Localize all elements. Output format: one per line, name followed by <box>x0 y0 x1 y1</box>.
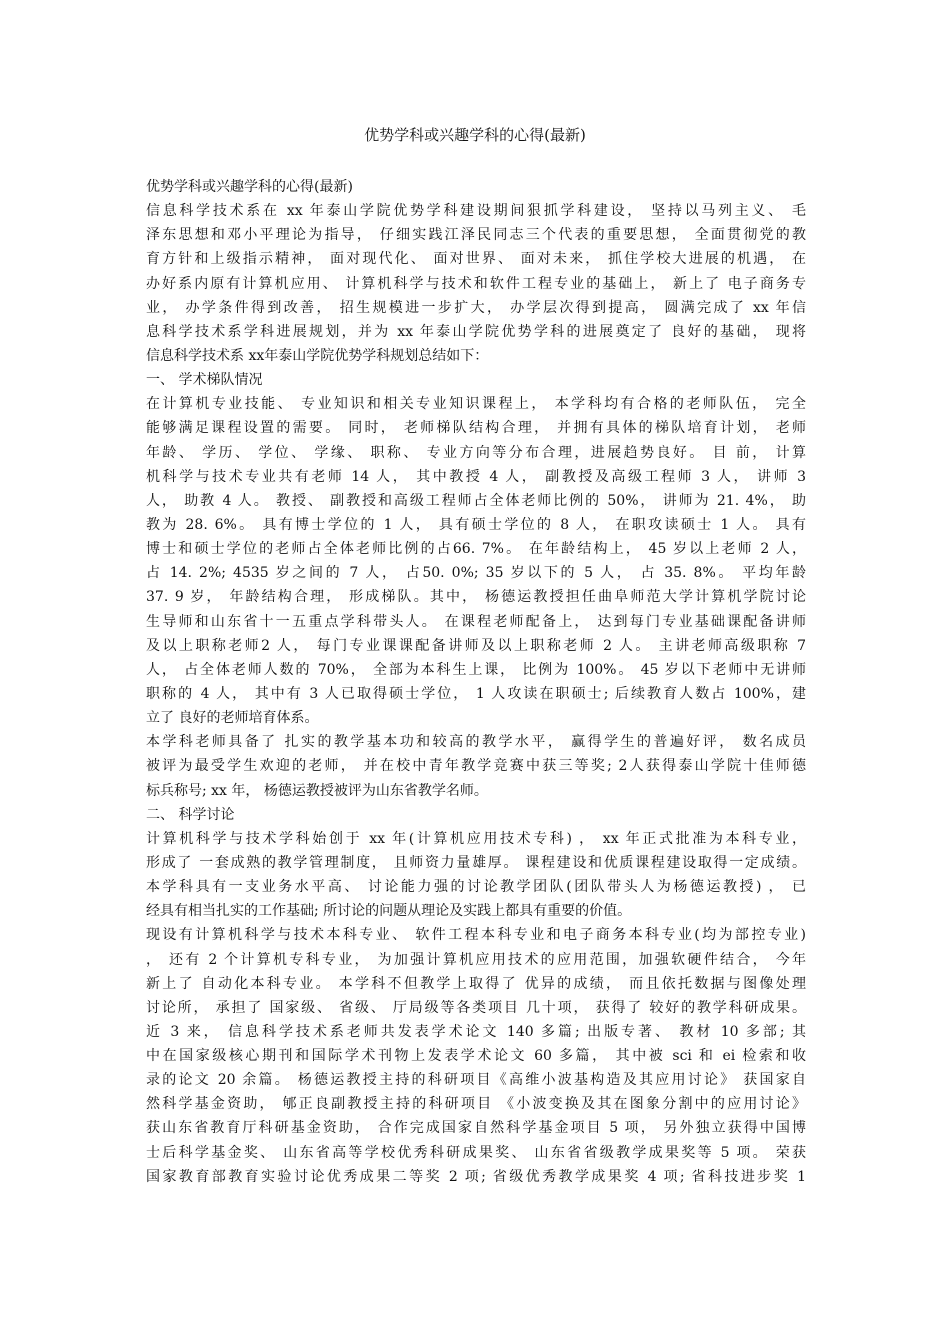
text-line: 现设有计算机科学与技术本科专业、 软件工程本科专业和电子商务本科专业(均为部控专业) <box>146 927 806 944</box>
text-line: 中在国家级核心期刊和国际学术刊物上发表学术论文 60 多篇， 其中被 sci 和 ei 检索和收 <box>146 1048 806 1065</box>
text-line: 人， 助教 4 人。 教授、 副教授和高级工程师占全体老师比例的 50%， 讲师为 21. 4%， 助 <box>146 492 806 509</box>
text-line: 获山东省教育厅科研基金资助， 合作完成国家自然科学基金项目 5 项， 另外独立获得中国博 <box>146 1120 806 1137</box>
text-line: 优势学科或兴趣学科的心得(最新) <box>146 179 353 195</box>
text-line: 生导师和山东省十一五重点学科带头人。 在课程老师配备上， 达到每门专业基础课配备讲师 <box>146 613 806 630</box>
text-line: 计算机科学与技术学科始创于 xx 年(计算机应用技术专科) ， xx 年正式批准为本科专业， <box>146 830 806 847</box>
text-line: 形成了 一套成熟的教学管理制度， 且师资力量雄厚。 课程建设和优质课程建设取得一定成绩。 <box>146 854 806 871</box>
text-line: 能够满足课程设置的需要。 同时， 老师梯队结构合理， 并拥有具体的梯队培育计划， 老师 <box>146 420 806 437</box>
document-body <box>146 175 806 1189</box>
text-line: 国家教育部教育实验讨论优秀成果二等奖 2 项; 省级优秀教学成果奖 4 项; 省科技进步奖 1 <box>146 1168 806 1185</box>
text-line: 一、 学术梯队情况 <box>146 372 263 389</box>
text-line: 士后科学基金奖、 山东省高等学校优秀科研成果奖、 山东省省级教学成果奖等 5 项。 荣获 <box>146 1144 806 1161</box>
text-line: 信息科学技术系在 xx 年泰山学院优势学科建设期间狠抓学科建设， 坚持以马列主义、 毛 <box>146 203 806 220</box>
text-line: 职称的 4 人， 其中有 3 人已取得硕士学位， 1 人攻读在职硕士; 后续教育人数占 100%，建 <box>146 685 806 702</box>
text-line: ， 还有 2 个计算机专科专业， 为加强计算机应用技术的应用范围，加强软硬件结合， 今年 <box>146 951 806 968</box>
text-line: 本学科具有一支业务水平高、 讨论能力强的讨论教学团队(团队带头人为杨德运教授) ， 已 <box>146 879 806 896</box>
text-line: 育方针和上级指示精神， 面对现代化、 面对世界、 面对未来， 抓住学校大进展的机遇， 在 <box>146 251 806 268</box>
text-line: 讨论所， 承担了 国家级、 省级、 厅局级等各类项目 几十项， 获得了 较好的教学科研成果。 <box>146 999 806 1016</box>
text-line: 及以上职称老师2 人， 每门专业课课配备讲师及以上职称老师 2 人。 主讲老师高级职称 7 <box>146 637 806 654</box>
text-line: 标兵称号; xx 年， 杨德运教授被评为山东省教学名师。 <box>146 782 488 799</box>
text-line: 机科学与技术专业共有老师 14 人， 其中教授 4 人， 副教授及高级工程师 3 人， 讲师 3 <box>146 468 806 485</box>
text-line: 新上了 自动化本科专业。 本学科不但教学上取得了 优异的成绩， 而且依托数据与图像处理 <box>146 975 806 992</box>
text-line: 在计算机专业技能、 专业知识和相关专业知识课程上， 本学科均有合格的老师队伍， 完全 <box>146 396 806 413</box>
text-line: 占 14. 2%; 4535 岁之间的 7 人， 占50. 0%; 35 岁以下的 5 人， 占 35. 8%。 平均年龄 <box>146 565 806 582</box>
text-line: 博士和硕士学位的老师占全体老师比例的占66. 7%。 在年龄结构上， 45 岁以上老师 2 人， <box>146 541 806 558</box>
document-title: 优势学科或兴趣学科的心得(最新) <box>364 126 586 144</box>
text-line: 人， 占全体老师人数的 70%， 全部为本科生上课， 比例为 100%。 45 岁以下老师中无讲师 <box>146 661 806 678</box>
text-line: 37. 9 岁， 年龄结构合理， 形成梯队。其中， 杨德运教授担任曲阜师范大学计算机学院讨论 <box>146 589 806 606</box>
text-line: 办好系内原有计算机应用、 计算机科学与技术和软件工程专业的基础上， 新上了 电子商务专 <box>146 275 806 292</box>
text-line: 二、 科学讨论 <box>146 806 235 823</box>
text-line: 教为 28. 6%。 具有博士学位的 1 人， 具有硕士学位的 8 人， 在职攻读硕士 1 人。 具有 <box>146 516 806 533</box>
text-line: 年龄、 学历、 学位、 学缘、 职称、 专业方向等分布合理，进展趋势良好。 目 前， 计算 <box>146 444 806 461</box>
text-line: 本学科老师具备了 扎实的教学基本功和较高的教学水平， 赢得学生的普遍好评， 数名成员 <box>146 734 806 751</box>
text-line: 近 3 来， 信息科学技术系老师共发表学术论文 140 多篇; 出版专著、 教材 10 多部; 其 <box>146 1023 806 1040</box>
text-line: 业， 办学条件得到改善， 招生规模进一步扩大， 办学层次得到提高， 圆满完成了 xx 年信 <box>146 299 806 316</box>
text-line: 被评为最受学生欢迎的老师， 并在校中青年教学竞赛中获三等奖; 2人获得泰山学院十佳师德 <box>146 758 806 775</box>
text-line: 经具有相当扎实的工作基础; 所讨论的问题从理论及实践上都具有重要的价值。 <box>146 903 632 920</box>
text-line: 立了 良好的老师培育体系。 <box>146 710 319 727</box>
text-line: 信息科学技术系 xx年泰山学院优势学科规划总结如下： <box>146 347 489 364</box>
text-line: 然科学基金资助， 郇正良副教授主持的科研项目 《小波变换及其在图象分割中的应用讨论》 <box>146 1096 806 1113</box>
text-line: 录的论文 20 余篇。 杨德运教授主持的科研项目《高维小波基构造及其应用讨论》 获国家自 <box>146 1072 806 1089</box>
text-line: 泽东思想和邓小平理论为指导， 仔细实践江泽民同志三个代表的重要思想， 全面贯彻党的教 <box>146 227 806 244</box>
text-line: 息科学技术系学科进展规划，并为 xx 年泰山学院优势学科的进展奠定了 良好的基础， 现将 <box>146 323 806 340</box>
